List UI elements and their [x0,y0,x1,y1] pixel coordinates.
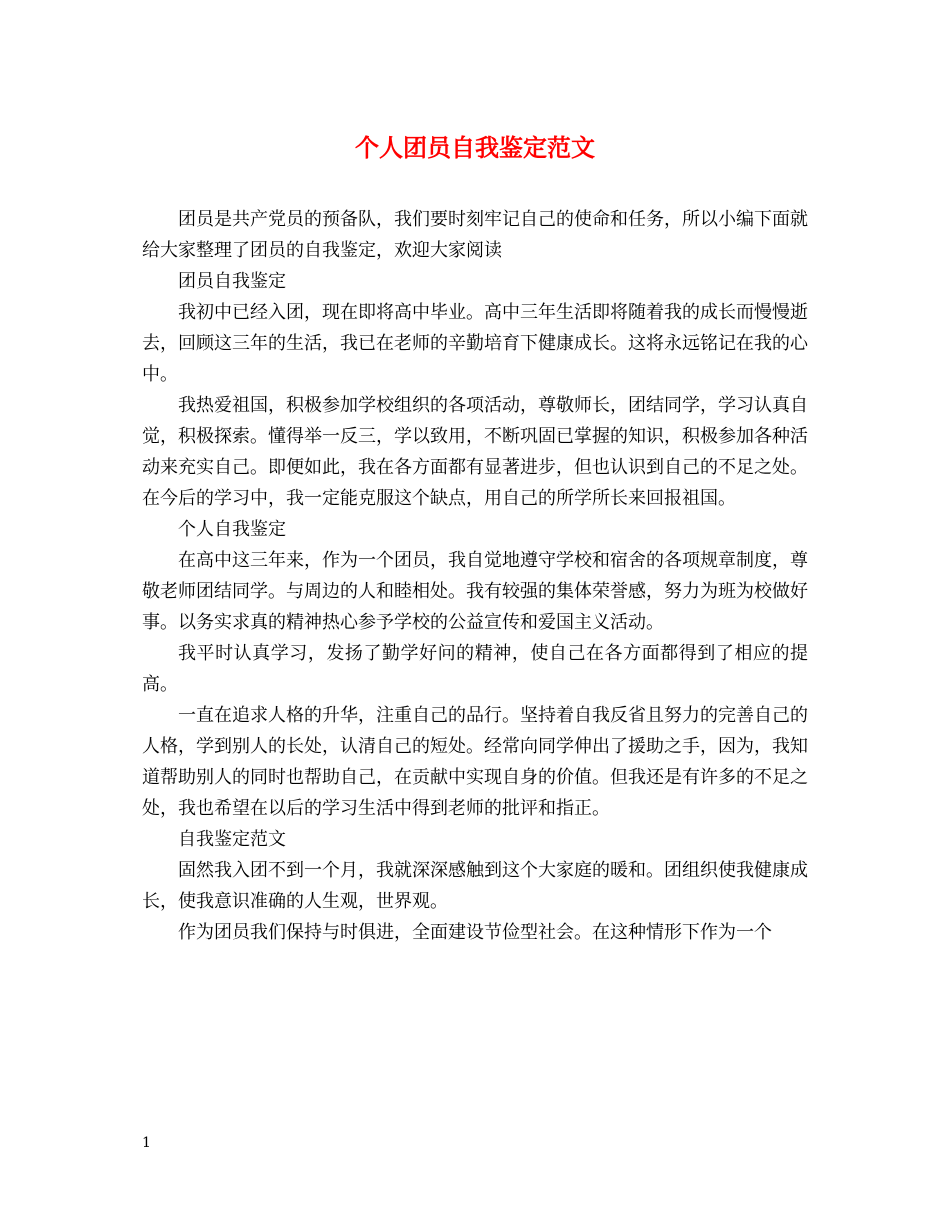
paragraph: 我平时认真学习，发扬了勤学好问的精神，使自己在各方面都得到了相应的提高。 [142,643,808,695]
paragraph: 我初中已经入团，现在即将高中毕业。高中三年生活即将随着我的成长而慢慢逝去，回顾这三年的生活，我已在老师的辛勤培育下健康成长。这将永远铭记在我的心中。 [142,302,808,385]
paragraph: 我热爱祖国，积极参加学校组织的各项活动，尊敬师长，团结同学，学习认真自觉，积极探索。懂得举一反三，学以致用，不断巩固已掌握的知识，积极参加各种活动来充实自己。即便如此，我在各方面都有显著进步，但也认识到自己的不足之处。在今后的学习中，我一定能克服这个缺点，用自己的所学所长来回报祖国。 [142,395,808,509]
document-title: 个人团员自我鉴定范文 [355,133,595,162]
section-heading: 自我鉴定范文 [178,829,286,850]
section-heading: 团员自我鉴定 [178,271,286,292]
document-body [142,204,808,948]
page-number: 1 [142,1135,151,1151]
section-heading: 个人自我鉴定 [178,519,286,540]
paragraph: 在高中这三年来，作为一个团员，我自觉地遵守学校和宿舍的各项规章制度，尊敬老师团结同学。与周边的人和睦相处。我有较强的集体荣誉感，努力为班为校做好事。以务实求真的精神热心参予学校的公益宣传和爱国主义活动。 [142,550,808,633]
paragraph: 一直在追求人格的升华，注重自己的品行。坚持着自我反省且努力的完善自己的人格，学到别人的长处，认清自己的短处。经常向同学伸出了援助之手，因为，我知道帮助别人的同时也帮助自己，在贡献中实现自身的价值。但我还是有许多的不足之处，我也希望在以后的学习生活中得到老师的批评和指正。 [142,705,808,819]
paragraph: 固然我入团不到一个月，我就深深感触到这个大家庭的暖和。团组织使我健康成长，使我意识准确的人生观，世界观。 [142,860,808,912]
paragraph-intro: 团员是共产党员的预备队，我们要时刻牢记自己的使命和任务，所以小编下面就给大家整理了团员的自我鉴定，欢迎大家阅读 [142,209,808,261]
paragraph: 作为团员我们保持与时俱进，全面建设节俭型社会。在这种情形下作为一个 [178,922,772,943]
